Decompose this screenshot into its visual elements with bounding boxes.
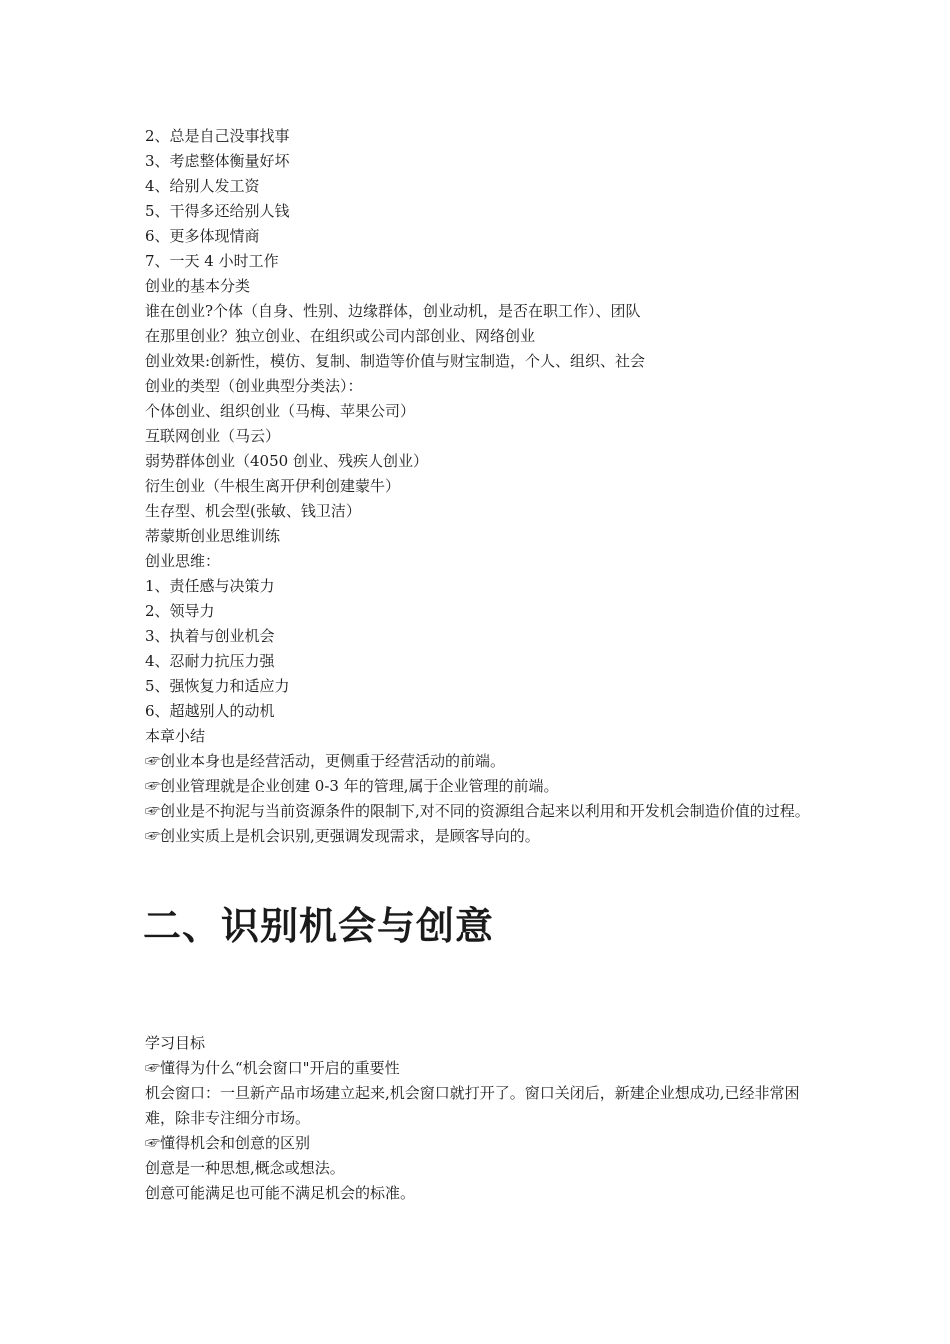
text-line: 创意是一种思想,概念或想法。 [145,1159,345,1177]
wrapped-paragraph: 机会窗口：一旦新产品市场建立起来,机会窗口就打开了。窗口关闭后，新建企业想成功,已经非常困难，除非专注细分市场。 [145,1084,800,1127]
text-line: 4、给别人发工资 [145,177,260,195]
text-line: 2、总是自己没事找事 [145,127,290,145]
text-line: 4、忍耐力抗压力强 [145,652,275,670]
text-line: 7、一天 4 小时工作 [145,252,279,270]
text-line: 创业效果:创新性，模仿、复制、制造等价值与财宝制造，个人、组织、社会 [145,352,646,370]
text-line: 5、干得多还给别人钱 [145,202,290,220]
text-line: ☞懂得为什么“机会窗口"开启的重要性 [145,1059,400,1077]
text-line: 本章小结 [145,727,206,745]
text-line: 谁在创业?个体（自身、性别、边缘群体，创业动机，是否在职工作）、团队 [145,302,641,320]
text-line: 2、领导力 [145,602,215,620]
text-line: 在那里创业？独立创业、在组织或公司内部创业、网络创业 [145,327,536,345]
text-line: 6、超越别人的动机 [145,702,275,720]
wrapped-paragraph: ☞创业是不拘泥与当前资源条件的限制下,对不同的资源组合起来以利用和开发机会制造价值的过程。 [145,802,810,820]
text-line: 创业的基本分类 [145,277,251,295]
text-line: 互联网创业（马云） [145,427,281,445]
text-line: 衍生创业（牛根生离开伊利创建蒙牛） [145,477,401,495]
text-line: ☞创业管理就是企业创建 0-3 年的管理,属于企业管理的前端。 [145,777,559,795]
text-line: 1、责任感与决策力 [145,577,275,595]
text-line: 5、强恢复力和适应力 [145,677,290,695]
text-line: 创业的类型（创业典型分类法）： [145,377,363,395]
text-line: 创意可能满足也可能不满足机会的标准。 [145,1184,416,1202]
text-line: 6、更多体现情商 [145,227,260,245]
text-line: 学习目标 [145,1034,206,1052]
text-line: 个体创业、组织创业（马梅、苹果公司） [145,402,416,420]
text-line: ☞创业本身也是经营活动，更侧重于经营活动的前端。 [145,752,506,770]
section-two-text [145,1031,815,1206]
section-one-text [145,124,815,849]
text-line: 弱势群体创业（4050 创业、残疾人创业） [145,452,428,470]
text-line: 创业思维： [145,552,221,570]
text-line: ☞创业实质上是机会识别,更强调发现需求，是顾客导向的。 [145,827,540,845]
text-line: ☞懂得机会和创意的区别 [145,1134,311,1152]
text-line: 3、考虑整体衡量好坏 [145,152,290,170]
text-line: 3、执着与创业机会 [145,627,275,645]
section-heading: 二、识别机会与创意 [143,903,495,948]
text-line: 蒂蒙斯创业思维训练 [145,527,281,545]
text-line: 生存型、机会型(张敏、钱卫洁） [145,502,361,520]
